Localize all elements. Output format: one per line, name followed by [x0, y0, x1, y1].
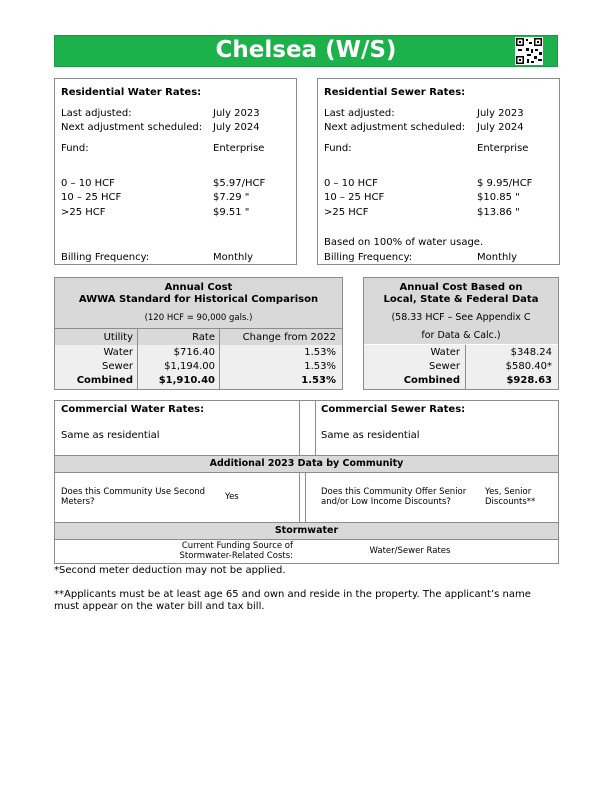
additional-heading: Additional 2023 Data by Community	[209, 458, 404, 469]
stormwater-label: Current Funding Source of Stormwater-Related Costs:	[179, 541, 293, 561]
water-billing: Monthly	[213, 252, 254, 263]
sewer-billing-label: Billing Frequency:	[324, 252, 413, 263]
water-fund-label: Fund:	[61, 143, 89, 154]
page-title: Chelsea (W/S)	[215, 37, 397, 63]
stormwater-heading: Stormwater	[274, 525, 339, 536]
stormwater-header	[55, 522, 558, 540]
water-heading: Residential Water Rates:	[61, 87, 202, 98]
sewer-tier-range: >25 HCF	[324, 207, 369, 218]
commercial-water-heading: Commercial Water Rates:	[61, 404, 205, 415]
awwa-header	[55, 278, 342, 328]
awwa-row-change: 1.53%	[301, 375, 336, 386]
awwa-row-utility: Water	[103, 347, 133, 358]
residential-sewer-rates-box	[317, 78, 560, 265]
sewer-tier-range: 0 – 10 HCF	[324, 178, 378, 189]
local-row-rate: $580.40*	[505, 361, 552, 372]
col-utility: Utility	[103, 332, 133, 343]
water-next-label: Next adjustment scheduled:	[61, 122, 203, 133]
local-title-line1: Annual Cost Based on	[399, 282, 523, 293]
local-row-utility: Combined	[403, 375, 460, 386]
water-fund: Enterprise	[213, 143, 265, 154]
sewer-last-adjusted-label: Last adjusted:	[324, 108, 395, 119]
water-tier-rate: $9.51 "	[213, 207, 250, 218]
local-row-utility: Water	[430, 347, 460, 358]
awwa-row-rate: $716.40	[173, 347, 215, 358]
discounts-question: Does this Community Offer Senior and/or Low Income Discounts?	[321, 487, 467, 507]
discounts-answer: Yes, Senior Discounts**	[485, 487, 536, 507]
residential-water-rates-box	[54, 78, 297, 265]
local-row-utility: Sewer	[429, 361, 460, 372]
sewer-based-on: Based on 100% of water usage.	[324, 237, 484, 248]
sewer-fund: Enterprise	[477, 143, 529, 154]
col-rate: Rate	[192, 332, 215, 343]
awwa-row-change: 1.53%	[304, 347, 336, 358]
sewer-next-label: Next adjustment scheduled:	[324, 122, 466, 133]
water-tier-range: 10 – 25 HCF	[61, 192, 122, 203]
local-annual-cost-table	[363, 277, 559, 390]
local-header	[364, 278, 558, 344]
awwa-title-line2: AWWA Standard for Historical Comparison	[78, 294, 319, 305]
water-last-adjusted-label: Last adjusted:	[61, 108, 132, 119]
local-row-rate: $348.24	[510, 347, 552, 358]
sewer-tier-rate: $ 9.95/HCF	[477, 178, 533, 189]
col-change: Change from 2022	[242, 332, 336, 343]
awwa-title-line1: Annual Cost	[164, 282, 233, 293]
second-meters-question: Does this Community Use Second Meters?	[61, 487, 206, 507]
local-subtitle-line1: (58.33 HCF – See Appendix C	[391, 312, 531, 323]
water-last-adjusted: July 2023	[213, 108, 260, 119]
awwa-row-rate: $1,194.00	[164, 361, 215, 372]
awwa-row-utility: Sewer	[102, 361, 133, 372]
sewer-fund-label: Fund:	[324, 143, 352, 154]
stormwater-value: Water/Sewer Rates	[369, 546, 451, 556]
water-tier-rate: $7.29 "	[213, 192, 250, 203]
water-tier-range: >25 HCF	[61, 207, 106, 218]
second-meters-answer: Yes	[225, 492, 239, 502]
sewer-heading: Residential Sewer Rates:	[324, 87, 466, 98]
awwa-row-rate: $1,910.40	[158, 375, 215, 386]
water-billing-label: Billing Frequency:	[61, 252, 150, 263]
awwa-column-headers	[55, 328, 342, 345]
sewer-last-adjusted: July 2023	[477, 108, 524, 119]
water-next: July 2024	[213, 122, 260, 133]
sewer-tier-rate: $13.86 "	[477, 207, 520, 218]
commercial-sewer-heading: Commercial Sewer Rates:	[321, 404, 466, 415]
water-tier-range: 0 – 10 HCF	[61, 178, 115, 189]
additional-data-header	[55, 455, 558, 473]
awwa-row-change: 1.53%	[304, 361, 336, 372]
local-title-line2: Local, State & Federal Data	[383, 294, 539, 305]
water-tier-rate: $5.97/HCF	[213, 178, 266, 189]
qr-code-icon	[515, 37, 543, 65]
sewer-tier-rate: $10.85 "	[477, 192, 520, 203]
commercial-water-value: Same as residential	[61, 430, 160, 441]
awwa-body	[55, 345, 342, 389]
local-body	[364, 345, 558, 389]
local-subtitle-line2: for Data & Calc.)	[421, 330, 501, 341]
commercial-rates-block	[54, 400, 559, 564]
awwa-row-utility: Combined	[76, 375, 133, 386]
awwa-subtitle: (120 HCF = 90,000 gals.)	[144, 313, 253, 323]
local-row-rate: $928.63	[506, 375, 552, 386]
title-banner	[54, 35, 558, 67]
awwa-annual-cost-table	[54, 277, 343, 390]
footnote-senior-discount: **Applicants must be at least age 65 and own and reside in the property. The applicant’s name must appear on the water bill and tax bill.	[54, 589, 531, 612]
sewer-tier-range: 10 – 25 HCF	[324, 192, 385, 203]
sewer-next: July 2024	[477, 122, 524, 133]
commercial-sewer-value: Same as residential	[321, 430, 420, 441]
sewer-billing: Monthly	[477, 252, 518, 263]
footnote-second-meter: *Second meter deduction may not be applied.	[54, 565, 286, 576]
